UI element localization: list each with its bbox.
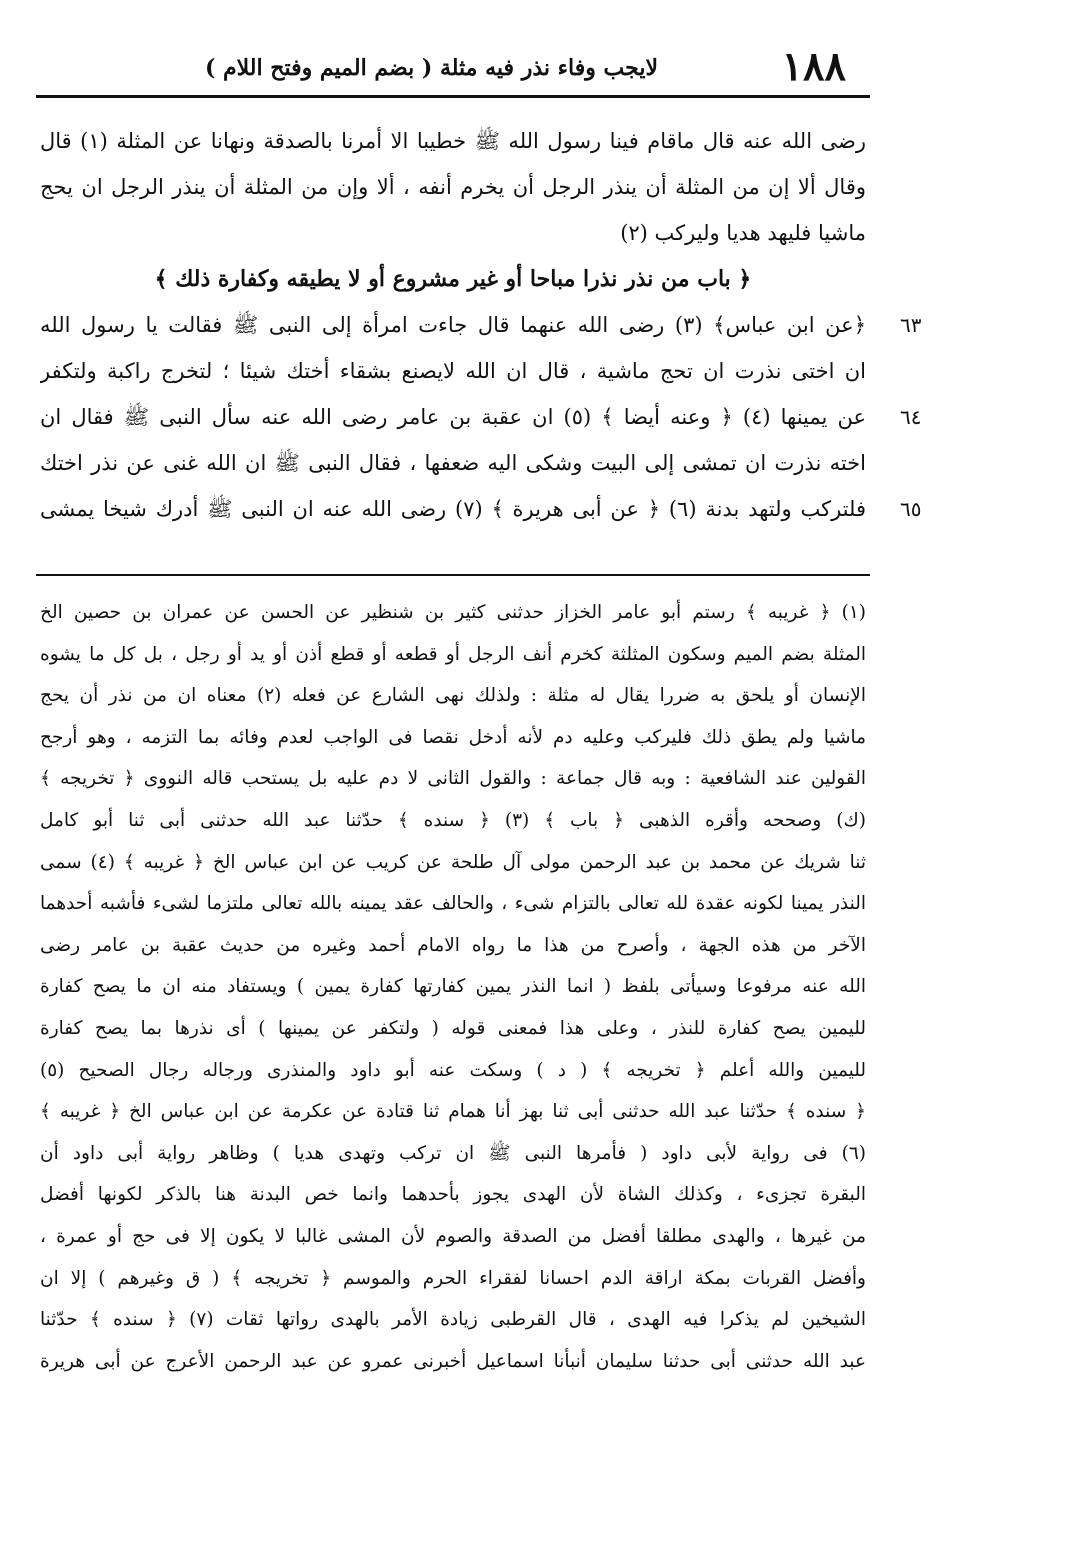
page-header [36,42,868,92]
hadith-number: ٦٣ [900,313,922,337]
text-line: عن يمينها (٤) ﴿ وعنه أيضا ﴾ (٥) ان عقبة بن عامر رضى الله عنه سأل النبى ﷺ فقال ان [40,405,866,429]
footnote-line: (٦) فى رواية لأبى داود ( فأمرها النبى ﷺ ان تركب وتهدى هديا ) وظاهر رواية أبى داود أن [40,1142,866,1164]
footnote-line: المثلة بضم الميم وسكون المثلثة كخرم أنف الرجل أو قطعه أو قطع أذن أو يد أو رجل ، بل كل ما يشوه [40,643,866,665]
text-line: ﴿عن ابن عباس﴾ (٣) رضى الله عنهما قال جاءت امرأة إلى النبى ﷺ فقالت يا رسول الله [40,313,866,337]
footnote-line: البقرة تجزىء ، وكذلك الشاة لأن الهدى يجوز بأحدهما وانما خص البدنة هنا بالذكر لكونها أفضل [40,1184,866,1206]
footnote-line: النذر يمينا لكونه عقدة لله تعالى بالتزام شىء ، والحالف عقد يمينه بالله تعالى ملتزما لشىء فأشبه أحدهما [40,893,866,915]
hadith-number: ٦٤ [900,405,922,429]
text-line: اخته نذرت ان تمشى إلى البيت وشكى اليه ضعفها ، فقال النبى ﷺ ان الله غنى عن نذر اختك [40,451,866,475]
footnote-line: عبد الله حدثنى أبى حدثنا سليمان أنبأنا اسماعيل أخبرنى عمرو عن عبد الرحمن الأعرج عن أبى هريرة [40,1350,866,1372]
footnotes [40,592,866,1382]
footnote-line: لليمين والله أعلم ﴿ تخريجه ﴾ ( د ) وسكت عنه أبو داود والمنذرى ورجاله رجال الصحيح (٥) [40,1059,866,1081]
hadith-number: ٦٥ [900,497,922,521]
text-line: ماشيا فليهد هديا وليركب (٢) [620,221,866,245]
footnote-line: ﴿ سنده ﴾ حدّثنا عبد الله حدثنى أبى ثنا بهز أنا همام ثنا قتادة عن عكرمة عن ابن عباس الخ ﴿ غريبه ﴾ [40,1101,866,1123]
footnote-line: وأفضل القربات بمكة اراقة الدم احسانا لفقراء الحرم والموسم ﴿ تخريجه ﴾ ( ق وغيرهم ) إلا ان [40,1267,866,1289]
main-text [40,118,866,532]
text-line: وقال ألا إن من المثلة أن ينذر الرجل أن يخرم أنفه ، ألا وإن من المثلة أن ينذر الرجل ان يحج [40,175,866,199]
footnote-line: الشيخين لم يذكرا فيه الهدى ، قال القرطبى زيادة الأمر بالهدى رواتها ثقات (٧) ﴿ سنده ﴾ حدّثنا [40,1309,866,1331]
footnote-line: من غيرها ، والهدى مطلقا أفضل من الصدقة والصوم لأن المشى غالبا لا يكون إلا فى حج أو عمرة ، [40,1225,866,1247]
running-head: لايجب وفاء نذر فيه مثلة ( بضم الميم وفتح اللام ) [204,55,658,81]
footnote-line: ثنا شريك عن محمد بن عبد الرحمن مولى آل طلحة عن كريب عن ابن عباس الخ ﴿ غريبه ﴾ (٤) سمى [40,851,866,873]
footnote-line: القولين عند الشافعية : وبه قال جماعة : والقول الثانى لا دم عليه بل يستحب قاله النووى ﴿ تخريجه ﴾ [40,768,866,790]
text-line: ان اختى نذرت ان تحج ماشية ، قال ان الله لايصنع بشقاء أختك شيئا ؛ لتخرج راكبة ولتكفر [40,359,866,383]
footnote-line: ماشيا ولم يطق ذلك فليركب وعليه دم لأنه أدخل نقصا فى الواجب لعدم وفائه بما التزمه ، وهو أرجح [40,726,866,748]
chapter-heading: ﴿ باب من نذر نذرا مباحا أو غير مشروع أو لا يطيقه وكفارة ذلك ﴾ [154,266,752,292]
header-rule [36,95,870,98]
footnote-line: الآخر من هذه الجهة ، وأصرح من هذا ما رواه الامام أحمد وغيره من حديث عقبة بن عامر رضى [40,934,866,956]
footnote-line: الله عنه مرفوعا وسيأتى بلفظ ( انما النذر يمين كفارتها كفارة يمين ) ويستفاد منه ان ما يصح كفارة [40,976,866,998]
footnote-line: (ك) وصححه وأقره الذهبى ﴿ باب ﴾ (٣) ﴿ سنده ﴾ حدّثنا عبد الله حدثنى أبى ثنا أبو كامل [40,809,866,831]
footnote-rule [36,574,870,576]
text-line: رضى الله عنه قال ماقام فينا رسول الله ﷺ خطيبا الا أمرنا بالصدقة ونهانا عن المثلة (١) قال [40,129,866,153]
text-line: فلتركب ولتهد بدنة (٦) ﴿ عن أبى هريرة ﴾ (٧) رضى الله عنه ان النبى ﷺ أدرك شيخا يمشى [40,497,866,521]
footnote-line: لليمين يصح كفارة للنذر ، وعلى هذا فمعنى قوله ( ولتكفر عن يمينها ) أى نذرها بما يصح كفارة [40,1017,866,1039]
footnote-line: (١) ﴿ غريبه ﴾ رستم أبو عامر الخزاز حدثنى كثير بن شنظير عن الحسن عن عمران بن حصين الخ [40,602,866,623]
footnote-line: الإنسان أو يلحق به ضررا يقال له مثلة : ولذلك نهى الشارع عن فعله (٢) معناه ان من نذر أن يحج [40,685,866,707]
page-number: ١٨٨ [781,43,846,90]
